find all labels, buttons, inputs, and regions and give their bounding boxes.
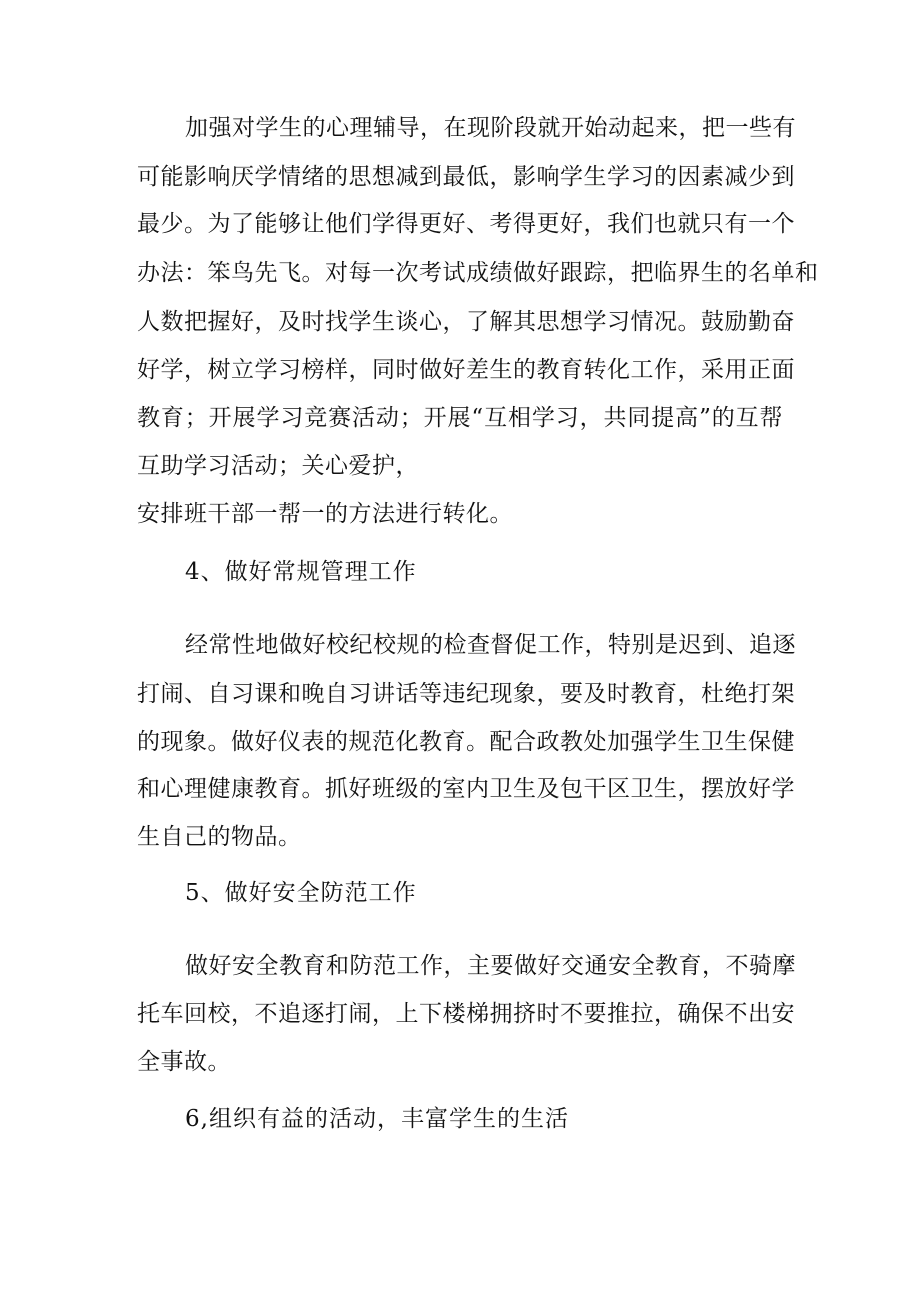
paragraph-1-line-1: 加强对学生的心理辅导，在现阶段就开始动起来，把一些有 [185,115,796,141]
paragraph-1-line-9: 安排班干部一帮一的方法进行转化。 [137,501,513,527]
paragraph-1-line-7: 教育；开展学习竞赛活动；开展“互相学习，共同提高”的互帮 [137,405,783,431]
paragraph-2-line-3: 的现象。做好仪表的规范化教育。配合政教处加强学生卫生保健 [137,729,795,755]
paragraph-1-line-4: 办法：笨鸟先飞。对每一次考试成绩做好跟踪，把临界生的名单和 [137,260,819,286]
paragraph-3-line-3: 全事故。 [137,1049,231,1075]
paragraph-1-line-8: 互助学习活动；关心爱护， [137,453,419,479]
paragraph-1-line-6: 好学，树立学习榜样，同时做好差生的教育转化工作，采用正面 [137,357,795,383]
section-heading-6: 6,组织有益的活动，丰富学生的生活 [185,1106,569,1132]
paragraph-1-line-3: 最少。为了能够让他们学得更好、考得更好，我们也就只有一个 [137,211,795,237]
paragraph-2-line-1: 经常性地做好校纪校规的检查督促工作，特别是迟到、追逐 [185,632,796,658]
paragraph-2-line-4: 和心理健康教育。抓好班级的室内卫生及包干区卫生，摆放好学 [137,776,795,802]
paragraph-3-line-2: 托车回校，不追逐打闹，上下楼梯拥挤时不要推拉，确保不出安 [137,1001,795,1027]
paragraph-2-line-5: 生自己的物品。 [137,824,302,850]
section-heading-4: 4、做好常规管理工作 [185,559,417,585]
paragraph-1-line-2: 可能影响厌学情绪的思想减到最低，影响学生学习的因素减少到 [137,164,795,190]
paragraph-2-line-2: 打闹、自习课和晚自习讲话等违纪现象，要及时教育，杜绝打架 [137,681,795,707]
paragraph-1-line-5: 人数把握好，及时找学生谈心，了解其思想学习情况。鼓励勤奋 [137,309,795,335]
section-heading-5: 5、做好安全防范工作 [185,880,417,906]
paragraph-3-line-1: 做好安全教育和防范工作，主要做好交通安全教育，不骑摩 [185,953,796,979]
